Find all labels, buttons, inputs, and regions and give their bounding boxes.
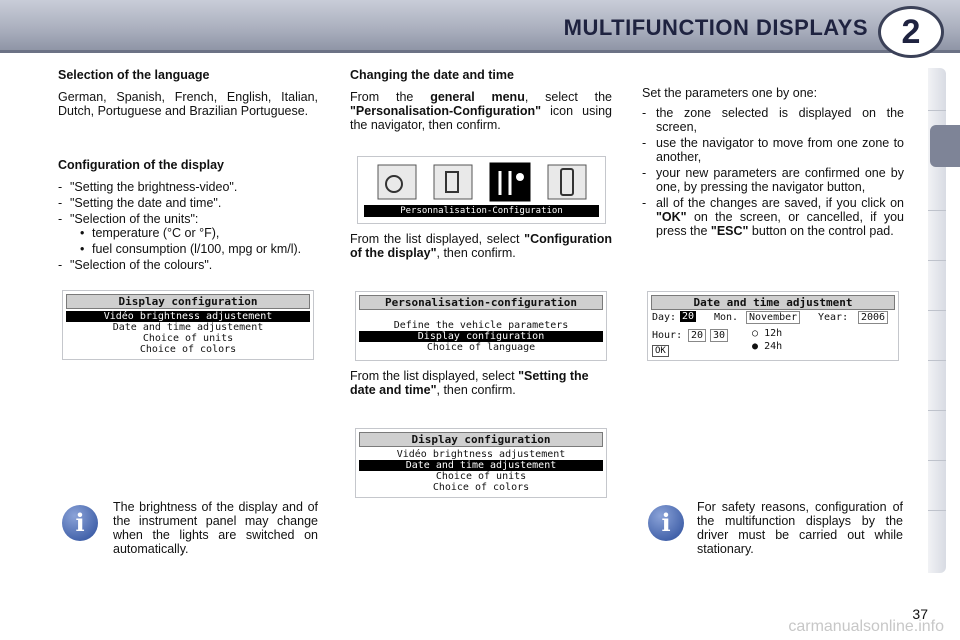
format-24h-option[interactable] — [752, 341, 782, 352]
rail-divider — [928, 110, 946, 111]
step-select-date-time — [350, 369, 612, 397]
screen-title: Personalisation-configuration — [359, 295, 603, 310]
icon-caption: Personnalisation-Configuration — [400, 206, 563, 216]
year-label: Year: — [818, 312, 849, 323]
header-divider — [0, 50, 960, 53]
menu-item[interactable]: Date and time adjustement — [359, 460, 603, 471]
page-title: MULTIFUNCTION DISPLAYS — [563, 15, 868, 40]
rail-divider — [928, 260, 946, 261]
language-text: German, Spanish, French, English, Italian, Dutch, Portuguese and Brazilian Portuguese. — [58, 90, 318, 118]
display-config-list — [58, 180, 318, 272]
radio-empty-icon: ○ — [752, 328, 759, 339]
format-12h-option[interactable] — [752, 328, 782, 339]
chapter-badge: 2 — [878, 6, 944, 58]
day-label: Day: — [652, 312, 677, 323]
menu-item[interactable]: Choice of colors — [139, 344, 237, 355]
info-icon: i — [62, 505, 98, 541]
menu-item[interactable]: Vidéo brightness adjustement — [66, 311, 310, 322]
units-sublist — [70, 226, 318, 256]
language-heading: Selection of the language — [58, 68, 210, 82]
step-select-display-config — [350, 232, 612, 260]
year-field[interactable]: 2006 — [858, 311, 888, 324]
rail-divider — [928, 310, 946, 311]
parameters-list — [642, 106, 904, 238]
option-label: 24h — [764, 341, 783, 352]
screen-title: Date and time adjustment — [651, 295, 895, 310]
safety-note: For safety reasons, configuration of the multifunction displays by the driver must be carried out while stationary. — [697, 500, 903, 556]
emphasis: "ESC" — [710, 224, 749, 238]
screen-date-time-adjustment — [647, 291, 899, 361]
menu-item[interactable]: Choice of language — [426, 342, 536, 353]
text: on the screen, or cancelled, if you press the — [656, 210, 904, 238]
hour-field[interactable]: 20 — [688, 329, 706, 342]
list-item: • fuel consumption (l/100, mpg or km/l). — [80, 242, 318, 256]
list-item: - your new parameters are confirmed one by one, by pressing the navigator button, — [642, 166, 904, 194]
column-parameters — [642, 86, 904, 240]
date-time-heading: Changing the date and time — [350, 68, 514, 82]
screen-title: Display configuration — [359, 432, 603, 447]
minute-field[interactable]: 30 — [710, 329, 728, 342]
emphasis: "Setting the date and time" — [350, 369, 589, 397]
screen-personalisation-configuration — [355, 291, 607, 361]
emphasis: general menu — [430, 90, 525, 104]
list-item: - "Setting the brightness-video". — [58, 180, 318, 194]
list-item: - "Setting the date and time". — [58, 196, 318, 210]
month-label: Mon. — [714, 312, 739, 323]
rail-divider — [928, 410, 946, 411]
personalisation-icon — [490, 163, 530, 201]
text: From the — [350, 90, 431, 104]
rail-divider — [928, 360, 946, 361]
screen-display-configuration — [355, 428, 607, 498]
info-icon: i — [648, 505, 684, 541]
text: icon using the navigator, then confirm. — [350, 104, 612, 132]
menu-item[interactable]: Vidéo brightness adjustement — [396, 449, 566, 460]
phone-icon — [548, 165, 586, 199]
text: From the list displayed, select — [350, 369, 519, 383]
text: , then confirm. — [436, 383, 516, 397]
emphasis: "Personalisation-Configuration" — [350, 104, 542, 118]
screen-display-configuration — [62, 290, 314, 360]
page-number: 37 — [912, 606, 928, 622]
menu-item[interactable]: Date and time adjustement — [112, 322, 264, 333]
list-item: • temperature (°C or °F), — [80, 226, 318, 240]
month-field[interactable]: November — [746, 311, 800, 324]
column-language-display — [58, 68, 318, 274]
text: , then confirm. — [436, 246, 516, 260]
rail-divider — [928, 510, 946, 511]
radio-selected-icon: ● — [752, 341, 759, 352]
list-item: - "Selection of the colours". — [58, 258, 318, 272]
display-config-heading: Configuration of the display — [58, 158, 224, 172]
list-item-label: "Selection of the units": — [70, 212, 199, 226]
menu-item[interactable]: Choice of units — [435, 471, 527, 482]
rail-divider — [928, 210, 946, 211]
menu-item[interactable]: Choice of colors — [432, 482, 530, 493]
rail-divider — [928, 460, 946, 461]
menu-item[interactable]: Choice of units — [142, 333, 234, 344]
list-item — [58, 212, 318, 256]
day-field[interactable]: 20 — [682, 311, 695, 322]
text: , select the — [524, 90, 612, 104]
parameters-intro: Set the parameters one by one: — [642, 86, 818, 100]
emphasis: "Configuration of the display" — [350, 232, 612, 260]
step-personalisation — [350, 90, 612, 132]
brightness-note: The brightness of the display and of the instrument panel may change when the lights are switched on automatically. — [113, 500, 318, 556]
ok-button[interactable]: OK — [652, 345, 669, 357]
text: button on the control pad. — [748, 224, 894, 238]
audio-settings-icon — [378, 165, 416, 199]
hour-label: Hour: — [652, 330, 683, 341]
menu-item[interactable]: Display configuration — [359, 331, 603, 342]
list-item: - use the navigator to move from one zone to another, — [642, 136, 904, 164]
active-chapter-tab[interactable] — [930, 125, 960, 167]
column-date-time — [350, 68, 612, 138]
list-item: - the zone selected is displayed on the screen, — [642, 106, 904, 134]
watermark: carmanualsonline.info — [788, 618, 944, 635]
vehicle-params-icon — [434, 165, 472, 199]
text: From the list displayed, select — [350, 232, 525, 246]
screen-title: Display configuration — [66, 294, 310, 309]
text: all of the changes are saved, if you click on — [656, 196, 904, 210]
option-label: 12h — [764, 328, 783, 339]
screen-icons-menu — [357, 156, 606, 224]
emphasis: "OK" — [656, 210, 687, 224]
list-item — [642, 196, 904, 238]
menu-item[interactable]: Define the vehicle parameters — [393, 320, 569, 331]
